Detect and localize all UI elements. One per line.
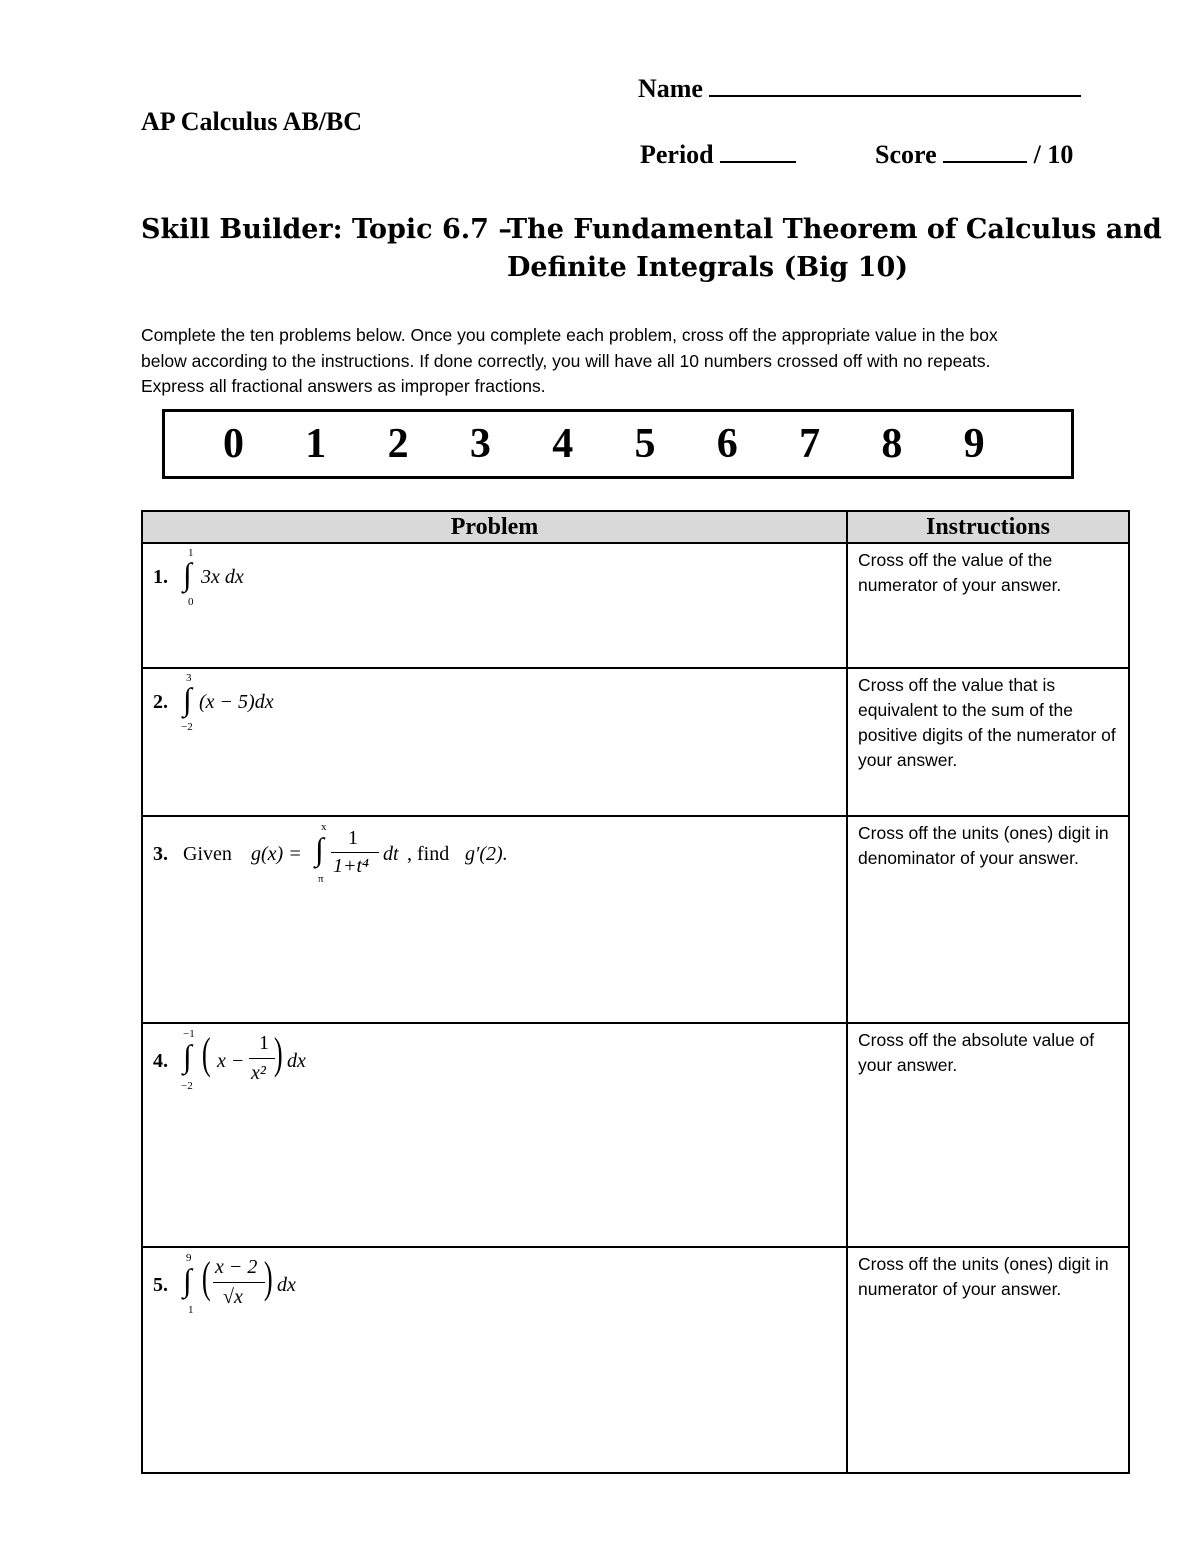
score-blank[interactable] (943, 161, 1027, 163)
function-def: g(x) = (251, 843, 302, 865)
target-expression: g′(2). (465, 843, 508, 865)
name-blank[interactable] (709, 95, 1081, 97)
answer-digit-box (162, 409, 1074, 479)
intro-line: below according to the instructions. If done correctly, you will have all 10 numbers crossed off with no repeats. (141, 350, 991, 371)
problem-cell[interactable] (142, 543, 847, 668)
given-label: Given (183, 843, 232, 865)
integrand: (x − 5)dx (199, 691, 274, 713)
intro-line: Complete the ten problems below. Once you complete each problem, cross off the appropriate value in the box (141, 325, 998, 345)
left-paren: ( (201, 1253, 211, 1302)
course-title: AP Calculus AB/BC (141, 107, 363, 136)
instruction-cell: Cross off the value that is equivalent to the sum of the positive digits of the numerator of your answer. (847, 668, 1129, 816)
upper-limit: 3 (186, 672, 192, 684)
instruction-cell: Cross off the units (ones) digit in denominator of your answer. (847, 816, 1129, 1023)
differential: dx (287, 1050, 306, 1072)
upper-limit: 1 (188, 547, 194, 559)
integral-sign: ∫ (183, 681, 192, 717)
title-prefix: Skill Builder: Topic 6.7 – (141, 214, 512, 245)
score-field[interactable] (875, 140, 1073, 170)
fraction-numerator: 1 (259, 1032, 269, 1054)
fraction-denominator: x² (251, 1062, 266, 1084)
instructions-paragraph (141, 323, 1121, 400)
table-row (142, 816, 1129, 1023)
right-paren: ) (263, 1253, 273, 1302)
instruction-cell: Cross off the absolute value of your answer. (847, 1023, 1129, 1247)
period-label: Period (640, 140, 714, 169)
problem-number: 2. (153, 691, 168, 713)
problem-number: 3. (153, 843, 168, 865)
integral-sign: ∫ (183, 556, 192, 592)
answer-digit[interactable]: 7 (799, 421, 821, 467)
fraction-bar (331, 852, 379, 853)
find-label: , find (407, 843, 450, 865)
answer-digit[interactable]: 2 (387, 421, 409, 467)
table-header-row (142, 511, 1129, 543)
answer-digit[interactable]: 9 (963, 421, 985, 467)
name-label: Name (638, 74, 703, 103)
integral-sign: ∫ (315, 831, 324, 867)
column-header-instructions: Instructions (847, 511, 1129, 543)
problem-number: 1. (153, 566, 168, 588)
differential: dt (383, 843, 399, 865)
name-field[interactable] (638, 74, 1081, 104)
answer-digit[interactable]: 8 (881, 421, 903, 467)
table-row (142, 1023, 1129, 1247)
problem-cell[interactable] (142, 816, 847, 1023)
lower-limit: −2 (181, 721, 193, 733)
integrand-x: x − (217, 1050, 245, 1072)
title-line2: Definite Integrals (Big 10) (507, 252, 909, 283)
lower-limit: 0 (188, 596, 194, 608)
integrand: 3x dx (201, 566, 244, 588)
period-field[interactable] (640, 140, 796, 170)
period-blank[interactable] (720, 161, 796, 163)
table-row (142, 1247, 1129, 1473)
lower-limit: −2 (181, 1080, 193, 1092)
integral-sign: ∫ (183, 1038, 192, 1074)
upper-limit: x (321, 821, 327, 833)
lower-limit: 1 (188, 1304, 194, 1316)
instruction-cell: Cross off the value of the numerator of your answer. (847, 543, 1129, 668)
differential: dx (277, 1274, 296, 1296)
title-line1: The Fundamental Theorem of Calculus and (507, 214, 1162, 245)
fraction-numerator: x − 2 (215, 1256, 258, 1278)
answer-digit[interactable]: 1 (305, 421, 327, 467)
fraction-bar (213, 1282, 265, 1283)
answer-digit[interactable]: 3 (469, 421, 491, 467)
problem-number: 4. (153, 1050, 168, 1072)
intro-line: Express all fractional answers as improper fractions. (141, 376, 546, 396)
upper-limit: −1 (183, 1028, 195, 1040)
table-row (142, 543, 1129, 668)
score-label: Score (875, 140, 937, 169)
column-header-problem: Problem (142, 511, 847, 543)
answer-digit[interactable]: 0 (223, 421, 244, 467)
left-paren: ( (201, 1029, 211, 1078)
fraction-denominator: √x (223, 1286, 243, 1308)
table-row (142, 668, 1129, 816)
fraction-bar (249, 1058, 275, 1059)
problem-table (141, 510, 1130, 1474)
right-paren: ) (273, 1029, 283, 1078)
integral-sign: ∫ (183, 1262, 192, 1298)
fraction-denominator: 1+t⁴ (333, 855, 370, 877)
instruction-cell: Cross off the units (ones) digit in numerator of your answer. (847, 1247, 1129, 1473)
lower-limit: π (318, 873, 324, 885)
answer-digit[interactable]: 4 (552, 421, 574, 467)
problem-cell[interactable] (142, 668, 847, 816)
fraction-numerator: 1 (348, 827, 358, 849)
answer-digit[interactable]: 6 (716, 421, 738, 467)
problem-cell[interactable] (142, 1023, 847, 1247)
problem-cell[interactable] (142, 1247, 847, 1473)
score-total: / 10 (1033, 140, 1074, 169)
problem-number: 5. (153, 1274, 168, 1296)
upper-limit: 9 (186, 1252, 192, 1264)
answer-digit[interactable]: 5 (634, 421, 656, 467)
